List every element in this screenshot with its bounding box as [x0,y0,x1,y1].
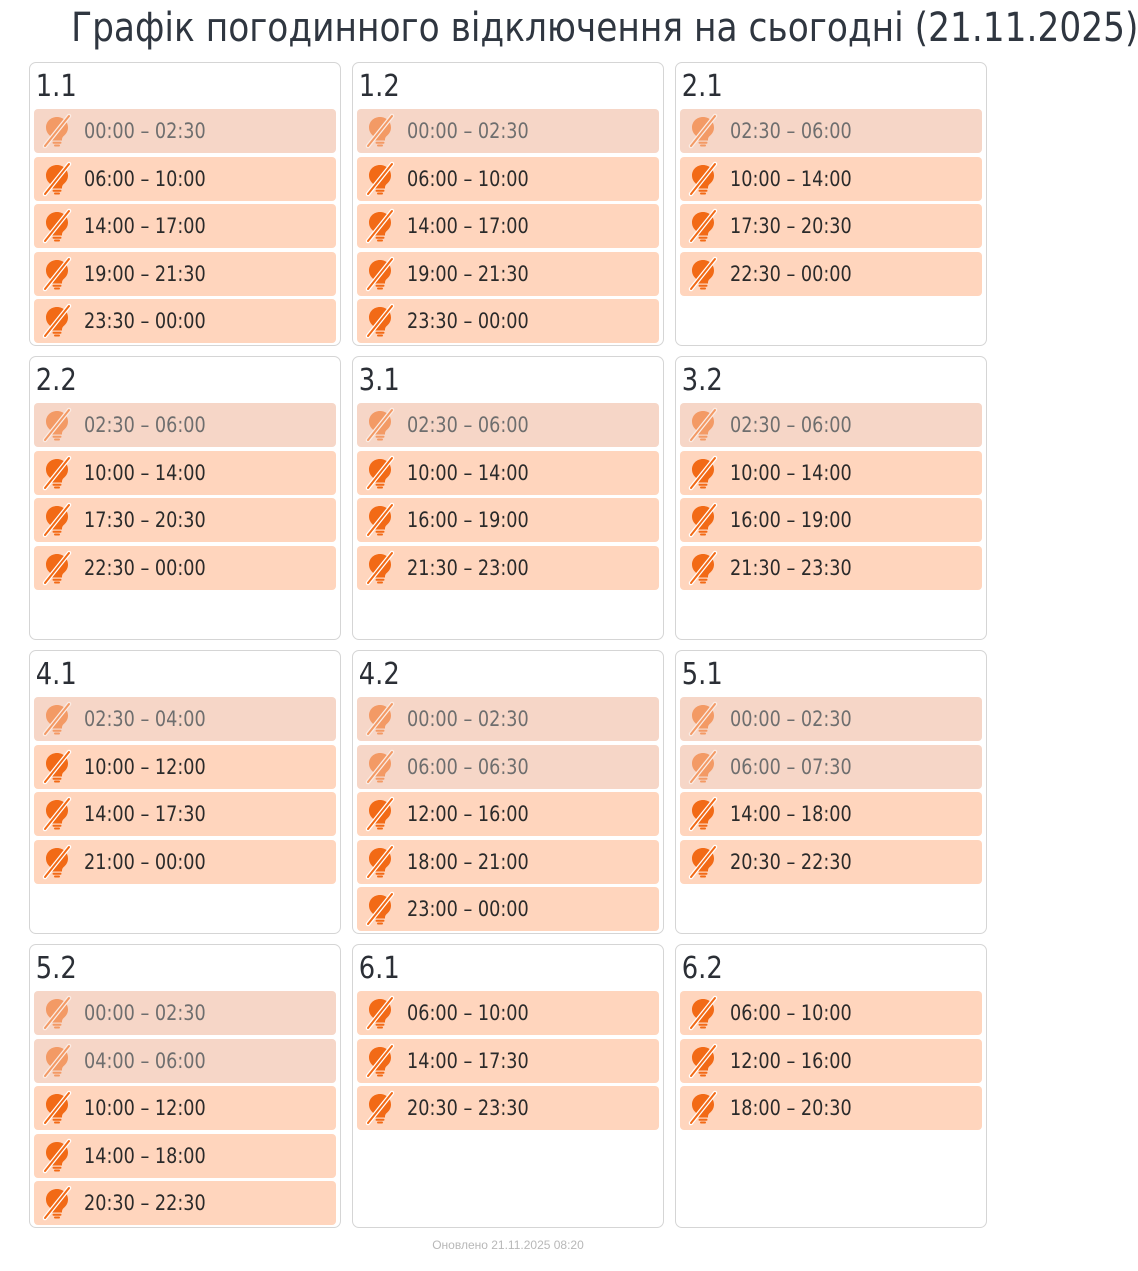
slot-time: 23:30 – 00:00 [84,309,206,333]
slot-time: 02:30 – 06:00 [730,413,852,437]
outage-slot [357,157,659,201]
outage-slot [34,498,336,542]
schedule-grid [29,62,987,1228]
slot-time: 06:00 – 10:00 [730,1001,852,1025]
no-power-bulb-icon [42,258,72,290]
no-power-bulb-icon [365,846,395,878]
slot-time: 19:00 – 21:30 [84,261,206,286]
no-power-bulb-icon [42,210,72,242]
outage-slot [34,109,336,153]
no-power-bulb-icon [42,1140,72,1172]
no-power-bulb-icon [42,997,72,1029]
slot-time: 14:00 – 18:00 [84,1143,206,1168]
outage-slot [34,403,336,447]
slot-time: 21:30 – 23:30 [730,555,852,580]
slot-list [357,109,659,343]
no-power-bulb-icon [365,751,395,783]
slot-time: 19:00 – 21:30 [407,261,529,286]
group-title: 4.1 [35,657,77,692]
outage-slot [357,403,659,447]
slot-time: 00:00 – 02:30 [84,119,206,143]
slot-time: 18:00 – 21:00 [407,849,529,874]
group-title: 1.1 [35,69,77,104]
slot-time: 02:30 – 06:00 [84,413,206,437]
slot-list [680,991,982,1130]
outage-slot [357,204,659,248]
outage-slot [34,1086,336,1130]
slot-time: 10:00 – 12:00 [84,754,206,779]
slot-time: 20:30 – 23:30 [407,1096,529,1120]
outage-slot [357,546,659,590]
no-power-bulb-icon [365,997,395,1029]
no-power-bulb-icon [365,552,395,584]
group-card-1.2 [352,62,664,346]
slot-time: 10:00 – 14:00 [84,460,206,485]
no-power-bulb-icon [42,703,72,735]
slot-time: 20:30 – 22:30 [730,849,852,874]
outage-slot [357,991,659,1035]
slot-time: 14:00 – 17:30 [407,1048,529,1073]
no-power-bulb-icon [688,210,718,242]
slot-time: 06:00 – 10:00 [407,1001,529,1025]
group-card-6.2 [675,944,987,1228]
no-power-bulb-icon [688,703,718,735]
outage-slot [680,792,982,836]
outage-slot [34,204,336,248]
no-power-bulb-icon [688,997,718,1029]
group-card-2.2 [29,356,341,640]
no-power-bulb-icon [42,846,72,878]
no-power-bulb-icon [688,1045,718,1077]
group-card-5.1 [675,650,987,934]
slot-time: 00:00 – 02:30 [730,707,852,731]
slot-list [357,991,659,1130]
no-power-bulb-icon [42,751,72,783]
group-title: 5.1 [681,657,723,692]
slot-time: 02:30 – 06:00 [730,119,852,143]
slot-time: 00:00 – 02:30 [407,707,529,731]
slot-time: 14:00 – 17:30 [84,802,206,826]
no-power-bulb-icon [688,457,718,489]
outage-slot [34,991,336,1035]
no-power-bulb-icon [688,751,718,783]
no-power-bulb-icon [688,552,718,584]
slot-list [357,697,659,931]
slot-time: 06:00 – 10:00 [84,166,206,191]
no-power-bulb-icon [688,846,718,878]
no-power-bulb-icon [365,305,395,337]
slot-list [357,403,659,590]
outage-slot [680,840,982,884]
slot-time: 20:30 – 22:30 [84,1191,206,1215]
no-power-bulb-icon [365,504,395,536]
outage-slot [680,1086,982,1130]
outage-slot [357,1039,659,1083]
slot-time: 17:30 – 20:30 [730,214,852,238]
page-title: Графік погодинного відключення на сьогодні (21.11.2025) [71,5,1138,51]
group-card-3.2 [675,356,987,640]
slot-time: 06:00 – 07:30 [730,754,852,779]
outage-slot [680,745,982,789]
slot-time: 23:00 – 00:00 [407,897,529,921]
group-card-4.1 [29,650,341,934]
outage-slot [34,252,336,296]
no-power-bulb-icon [42,1045,72,1077]
no-power-bulb-icon [688,504,718,536]
no-power-bulb-icon [42,457,72,489]
no-power-bulb-icon [688,1092,718,1124]
no-power-bulb-icon [365,1045,395,1077]
no-power-bulb-icon [365,457,395,489]
updated-timestamp: Оновлено 21.11.2025 08:20 [432,1238,584,1252]
outage-slot [357,109,659,153]
outage-slot [680,109,982,153]
no-power-bulb-icon [42,504,72,536]
no-power-bulb-icon [365,409,395,441]
no-power-bulb-icon [365,703,395,735]
no-power-bulb-icon [42,409,72,441]
no-power-bulb-icon [42,163,72,195]
slot-time: 22:30 – 00:00 [730,261,852,286]
outage-slot [34,792,336,836]
group-title: 6.1 [358,951,400,986]
outage-slot [680,498,982,542]
slot-time: 17:30 – 20:30 [84,508,206,532]
slot-list [34,991,336,1225]
slot-time: 10:00 – 14:00 [730,166,852,191]
slot-time: 06:00 – 10:00 [407,166,529,191]
outage-slot [680,546,982,590]
group-title: 3.1 [358,363,400,398]
slot-time: 12:00 – 16:00 [407,802,529,826]
outage-slot [357,451,659,495]
slot-time: 10:00 – 14:00 [407,460,529,485]
outage-slot [34,546,336,590]
slot-time: 18:00 – 20:30 [730,1096,852,1120]
slot-time: 21:30 – 23:00 [407,555,529,580]
outage-slot [680,991,982,1035]
slot-list [34,403,336,590]
outage-slot [357,697,659,741]
outage-slot [34,157,336,201]
group-card-6.1 [352,944,664,1228]
slot-time: 14:00 – 17:00 [84,214,206,238]
outage-slot [34,745,336,789]
slot-time: 02:30 – 06:00 [407,413,529,437]
slot-time: 10:00 – 12:00 [84,1096,206,1120]
slot-time: 00:00 – 02:30 [407,119,529,143]
group-card-1.1 [29,62,341,346]
group-title: 3.2 [681,363,723,398]
group-title: 2.1 [681,69,723,104]
no-power-bulb-icon [365,210,395,242]
outage-slot [357,792,659,836]
no-power-bulb-icon [42,305,72,337]
no-power-bulb-icon [365,258,395,290]
group-card-3.1 [352,356,664,640]
no-power-bulb-icon [42,1187,72,1219]
outage-slot [34,840,336,884]
outage-slot [357,252,659,296]
outage-slot [34,1181,336,1225]
slot-list [34,697,336,884]
slot-time: 14:00 – 17:00 [407,214,529,238]
no-power-bulb-icon [688,409,718,441]
outage-slot [357,887,659,931]
no-power-bulb-icon [688,115,718,147]
slot-time: 00:00 – 02:30 [84,1001,206,1025]
slot-time: 04:00 – 06:00 [84,1048,206,1073]
outage-slot [680,451,982,495]
group-card-5.2 [29,944,341,1228]
slot-time: 23:30 – 00:00 [407,309,529,333]
group-card-2.1 [675,62,987,346]
no-power-bulb-icon [42,798,72,830]
outage-slot [34,1134,336,1178]
group-title: 4.2 [358,657,400,692]
group-title: 5.2 [35,951,77,986]
outage-slot [680,204,982,248]
outage-slot [357,498,659,542]
slot-time: 10:00 – 14:00 [730,460,852,485]
outage-slot [34,1039,336,1083]
group-title: 1.2 [358,69,400,104]
no-power-bulb-icon [688,258,718,290]
slot-time: 12:00 – 16:00 [730,1048,852,1073]
slot-time: 14:00 – 18:00 [730,802,852,826]
outage-slot [680,697,982,741]
group-card-4.2 [352,650,664,934]
no-power-bulb-icon [688,163,718,195]
no-power-bulb-icon [365,798,395,830]
outage-slot [357,745,659,789]
no-power-bulb-icon [365,1092,395,1124]
no-power-bulb-icon [688,798,718,830]
slot-list [680,403,982,590]
no-power-bulb-icon [42,1092,72,1124]
no-power-bulb-icon [42,552,72,584]
group-title: 2.2 [35,363,77,398]
no-power-bulb-icon [365,163,395,195]
outage-slot [34,451,336,495]
outage-slot [680,1039,982,1083]
outage-slot [680,403,982,447]
outage-slot [34,299,336,343]
slot-list [34,109,336,343]
slot-time: 02:30 – 04:00 [84,707,206,731]
slot-time: 21:00 – 00:00 [84,849,206,874]
outage-slot [680,252,982,296]
outage-slot [357,840,659,884]
outage-slot [357,1086,659,1130]
no-power-bulb-icon [365,115,395,147]
group-title: 6.2 [681,951,723,986]
no-power-bulb-icon [42,115,72,147]
no-power-bulb-icon [365,893,395,925]
slot-list [680,109,982,296]
slot-time: 16:00 – 19:00 [730,508,852,532]
slot-time: 22:30 – 00:00 [84,555,206,580]
slot-time: 06:00 – 06:30 [407,754,529,779]
outage-slot [357,299,659,343]
slot-list [680,697,982,884]
outage-slot [680,157,982,201]
slot-time: 16:00 – 19:00 [407,508,529,532]
outage-slot [34,697,336,741]
